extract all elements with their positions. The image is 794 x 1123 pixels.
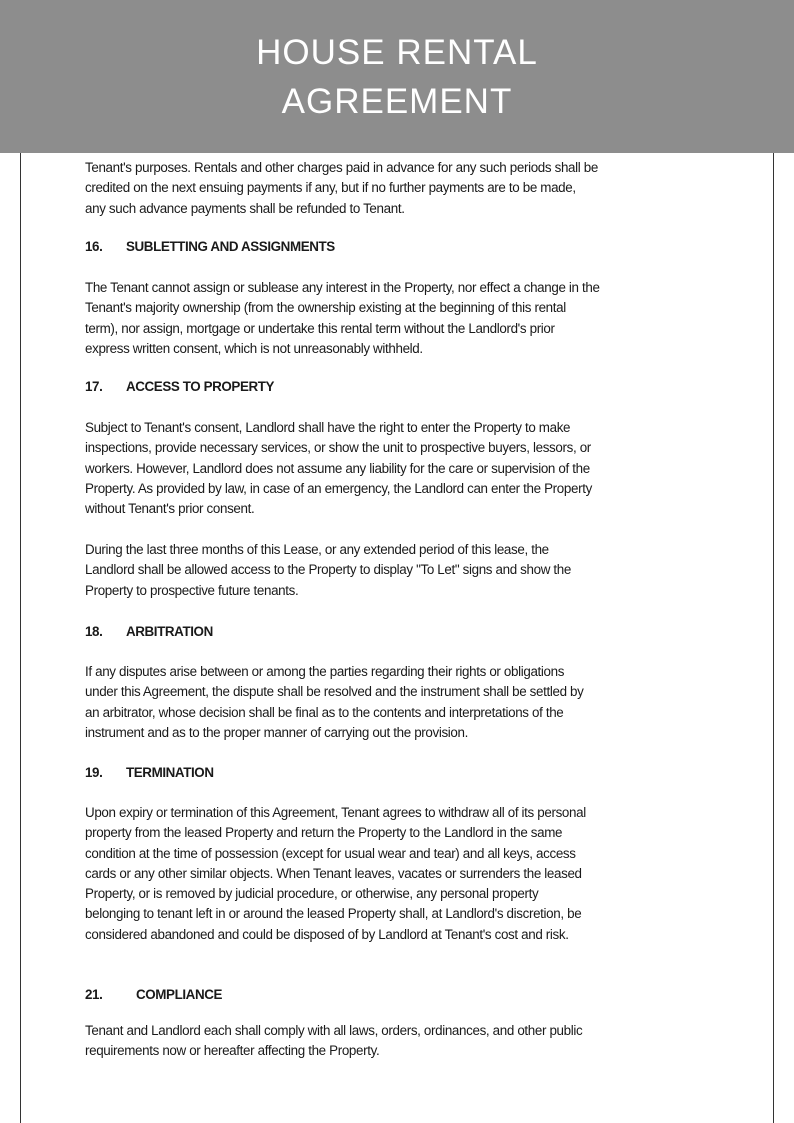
text-line: instrument and as to the proper manner of carrying out the provision. (85, 724, 468, 740)
text-line: without Tenant's prior consent. (85, 501, 255, 517)
section-title: TERMINATION (126, 765, 214, 780)
section-heading-19 (85, 763, 214, 783)
paragraph-termination (85, 803, 586, 945)
text-line: Subject to Tenant's consent, Landlord shall have the right to enter the Property to make (85, 420, 571, 435)
title-banner (0, 0, 794, 153)
text-line: The Tenant cannot assign or sublease any interest in the Property, nor effect a change in the (85, 280, 600, 295)
text-line: an arbitrator, whose decision shall be final as to the contents and interpretations of the (85, 704, 564, 720)
page-border-right (773, 153, 774, 1123)
text-line: under this Agreement, the dispute shall be resolved and the instrument shall be settled by (85, 684, 584, 700)
text-line: term), nor assign, mortgage or undertake this rental term without the Landlord's prior (85, 320, 555, 336)
paragraph-access-1 (85, 418, 592, 519)
text-line: During the last three months of this Lease, or any extended period of this lease, the (85, 542, 549, 557)
text-line: inspections, provide necessary services, or show the unit to prospective buyers, lessors, or (85, 440, 591, 456)
section-heading-16 (85, 237, 335, 257)
text-line: considered abandoned and could be disposed of by Landlord at Tenant's cost and risk. (85, 926, 569, 942)
paragraph-subletting (85, 278, 600, 359)
section-title: COMPLIANCE (136, 987, 223, 1002)
section-number: 17. (85, 379, 103, 394)
text-line: Property to prospective future tenants. (85, 582, 299, 598)
text-line: any such advance payments shall be refunded to Tenant. (85, 200, 405, 216)
text-line: condition at the time of possession (except for usual wear and tear) and all keys, access (85, 845, 576, 861)
text-line: property from the leased Property and return the Property to the Landlord in the same (85, 825, 563, 841)
section-heading-18 (85, 622, 213, 642)
page-border-left (20, 153, 21, 1123)
document-title-line-1: HOUSE RENTAL (256, 33, 538, 72)
text-line: cards or any other similar objects. When Tenant leaves, vacates or surrenders the leased (85, 865, 582, 881)
text-line: If any disputes arise between or among the parties regarding their rights or obligations (85, 664, 565, 679)
text-line: Upon expiry or termination of this Agreement, Tenant agrees to withdraw all of its personal (85, 805, 586, 820)
paragraph-compliance (85, 1021, 582, 1062)
document-title-line-2: AGREEMENT (281, 82, 513, 121)
text-line: credited on the next ensuing payments if any, but if no further payments are to be made, (85, 180, 576, 196)
text-line: express written consent, which is not unreasonably withheld. (85, 340, 423, 356)
text-line: workers. However, Landlord does not assume any liability for the care or supervision of the (85, 460, 590, 476)
paragraph-arbitration (85, 662, 584, 743)
section-number: 19. (85, 765, 103, 780)
section-number: 16. (85, 239, 103, 254)
section-title: ARBITRATION (126, 624, 213, 639)
text-line: Landlord shall be allowed access to the Property to display "To Let" signs and show the (85, 562, 571, 578)
text-line: Tenant and Landlord each shall comply with all laws, orders, ordinances, and other public (85, 1023, 583, 1038)
text-line: Tenant's majority ownership (from the ownership existing at the beginning of this rental (85, 300, 566, 316)
text-line: Tenant's purposes. Rentals and other charges paid in advance for any such periods shall be (85, 160, 598, 175)
section-title: ACCESS TO PROPERTY (126, 379, 275, 394)
paragraph-access-2 (85, 540, 571, 601)
paragraph-continued (85, 158, 598, 219)
section-heading-21 (85, 985, 222, 1005)
text-line: belonging to tenant left in or around the leased Property shall, at Landlord's discretion, be (85, 906, 582, 922)
text-line: Property, or is removed by judicial procedure, or otherwise, any personal property (85, 886, 539, 902)
text-line: Property. As provided by law, in case of an emergency, the Landlord can enter the Property (85, 480, 592, 496)
text-line: requirements now or hereafter affecting the Property. (85, 1043, 380, 1059)
section-heading-17 (85, 377, 274, 397)
section-title: SUBLETTING AND ASSIGNMENTS (126, 239, 335, 254)
section-number: 18. (85, 624, 103, 639)
section-number: 21. (85, 987, 103, 1002)
